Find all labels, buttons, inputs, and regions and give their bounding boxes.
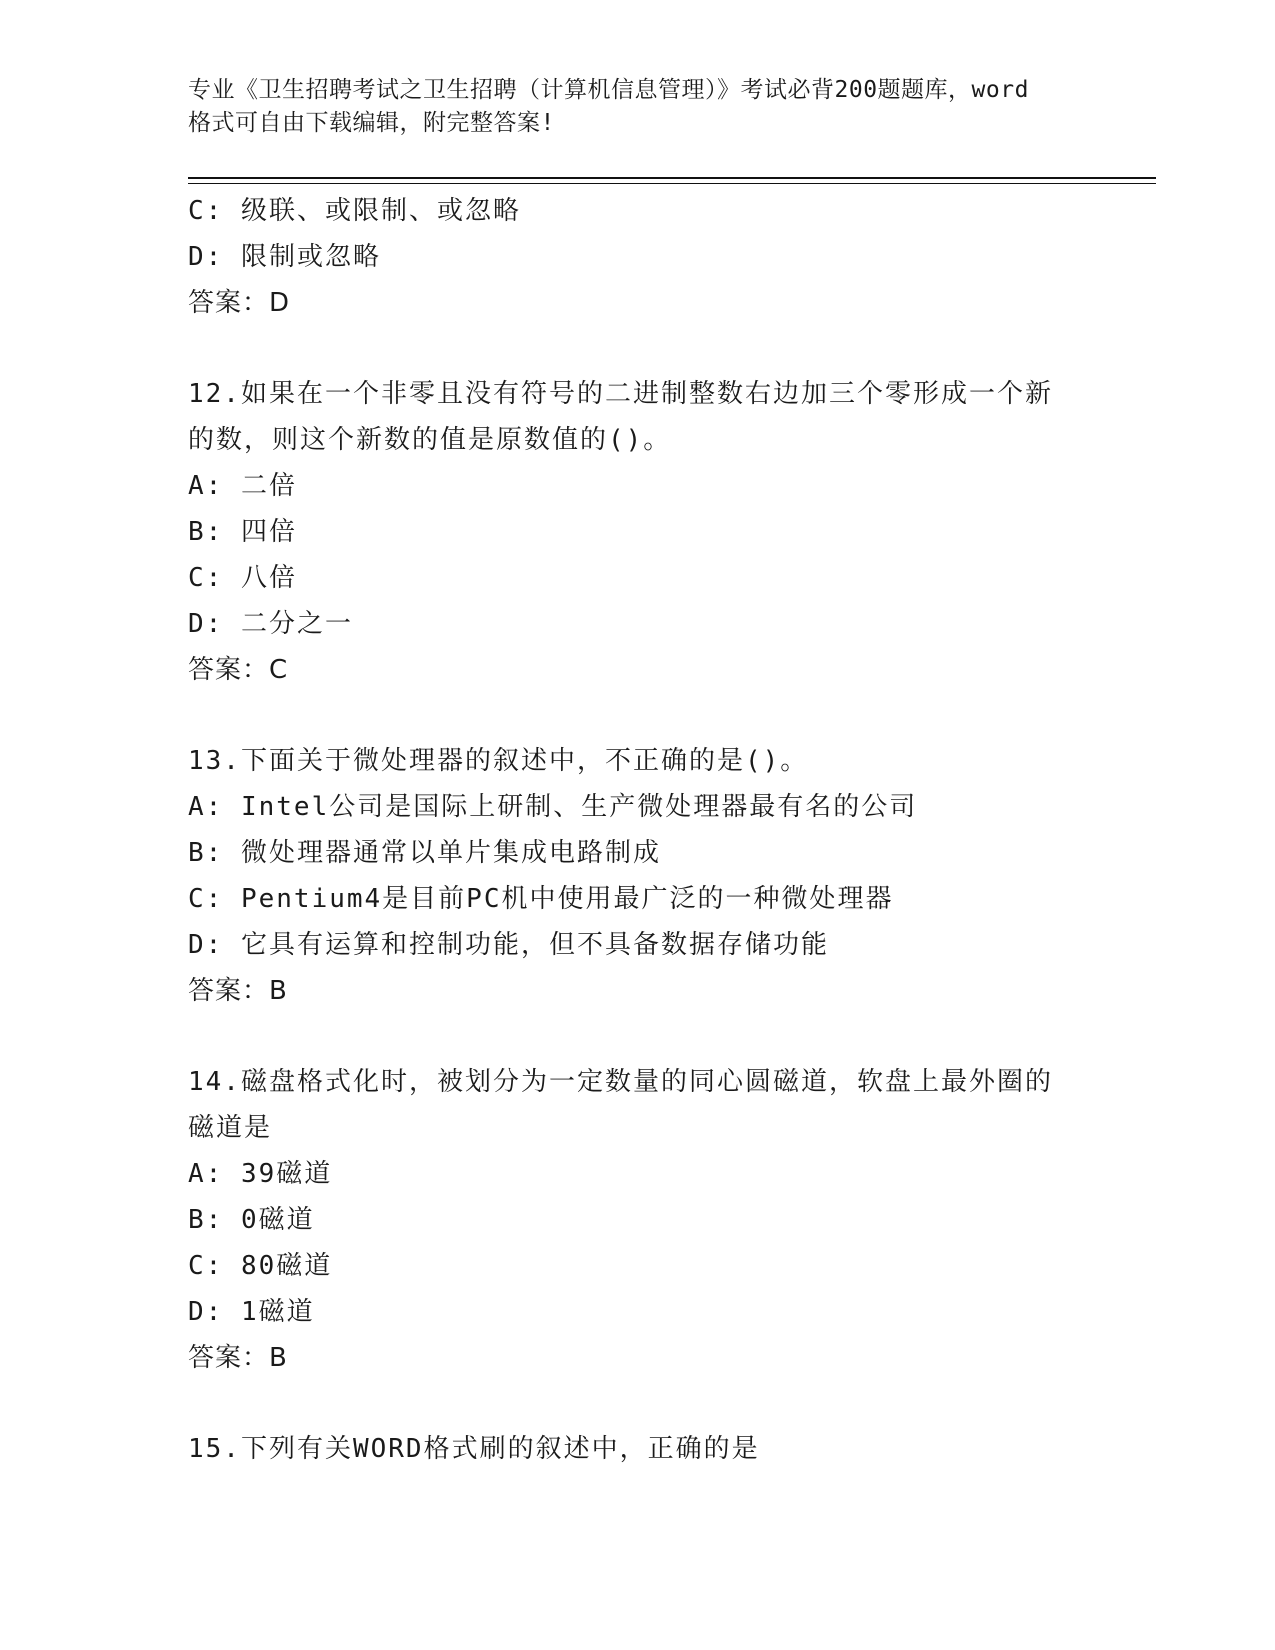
option-b: B: 微处理器通常以单片集成电路制成 xyxy=(188,838,661,868)
answer-line: 答案：D xyxy=(188,288,291,318)
document-body xyxy=(188,188,1128,1472)
option-d: D: 限制或忽略 xyxy=(188,242,381,272)
question-12 xyxy=(188,371,1128,693)
option-d: D: 它具有运算和控制功能，但不具备数据存储功能 xyxy=(188,930,829,960)
question-text: 磁道是 xyxy=(188,1113,273,1143)
option-c: C: 级联、或限制、或忽略 xyxy=(188,196,521,226)
question-text: 的数，则这个新数的值是原数值的()。 xyxy=(188,425,672,455)
question-text: 14.磁盘格式化时，被划分为一定数量的同心圆磁道，软盘上最外圈的 xyxy=(188,1067,1053,1097)
question-13 xyxy=(188,738,1128,1014)
question-14 xyxy=(188,1059,1128,1381)
spacer xyxy=(188,1381,1128,1426)
option-d: D: 二分之一 xyxy=(188,609,353,639)
question-text: 13.下面关于微处理器的叙述中，不正确的是()。 xyxy=(188,746,809,776)
question-11-continued xyxy=(188,188,1128,326)
option-c: C: 八倍 xyxy=(188,563,297,593)
header-divider-thick xyxy=(188,177,1156,179)
option-c: C: 80磁道 xyxy=(188,1251,333,1281)
question-text: 12.如果在一个非零且没有符号的二进制整数右边加三个零形成一个新 xyxy=(188,379,1053,409)
option-d: D: 1磁道 xyxy=(188,1297,315,1327)
option-c: C: Pentium4是目前PC机中使用最广泛的一种微处理器 xyxy=(188,884,894,914)
spacer xyxy=(188,1014,1128,1059)
question-15 xyxy=(188,1426,1128,1472)
option-b: B: 0磁道 xyxy=(188,1205,315,1235)
header-line-2: 格式可自由下载编辑，附完整答案! xyxy=(188,110,555,136)
answer-line: 答案：B xyxy=(188,976,288,1006)
answer-line: 答案：C xyxy=(188,655,289,685)
header-line-1: 专业《卫生招聘考试之卫生招聘（计算机信息管理）》考试必背200题题库，word xyxy=(188,77,1029,103)
answer-line: 答案：B xyxy=(188,1343,288,1373)
question-text: 15.下列有关WORD格式刷的叙述中，正确的是 xyxy=(188,1434,760,1464)
spacer xyxy=(188,326,1128,371)
header-divider-thin xyxy=(188,183,1156,184)
option-a: A: Intel公司是国际上研制、生产微处理器最有名的公司 xyxy=(188,792,918,822)
document-header xyxy=(188,74,1088,140)
option-b: B: 四倍 xyxy=(188,517,297,547)
spacer xyxy=(188,693,1128,738)
option-a: A: 39磁道 xyxy=(188,1159,333,1189)
option-a: A: 二倍 xyxy=(188,471,297,501)
